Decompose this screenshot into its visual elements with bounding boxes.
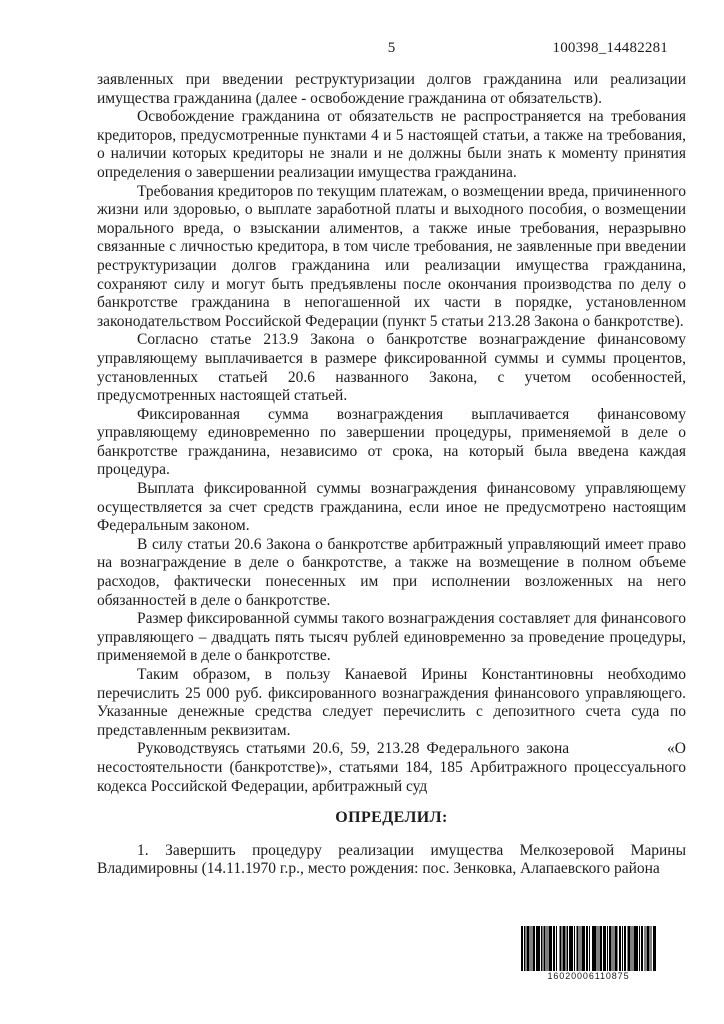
- document-paragraph: Размер фиксированной суммы такого вознаграждения составляет для финансового управляющего – двадцать пять тысяч рублей единовременно за проведение процедуры, применяемой в деле о банкротстве.: [97, 610, 686, 665]
- document-paragraph: Требования кредиторов по текущим платежам, о возмещении вреда, причиненного жизни или здоровью, о выплате заработной платы и выходного пособия, о возмещении морального вреда, о взыскании алиментов, а также иные требования, неразрывно связанные с личностью кредитора, в том числе требования, не заявленные при введении реструктуризации долгов гражданина или реализации имущества гражданина, сохраняют силу и могут быть предъявлены после окончания производства по делу о банкротстве гражданина в непогашенной их части в порядке, установленном законодательством Российской Федерации (пункт 5 статьи 213.28 Закона о банкротстве).: [97, 182, 686, 330]
- document-paragraph: Руководствуясь статьями 20.6, 59, 213.28 Федерального закона «О несостоятельности (банкротстве)», статьями 184, 185 Арбитражного процессуального кодекса Российской Федерации, арбитражный суд: [97, 740, 686, 795]
- document-paragraph: заявленных при введении реструктуризации долгов гражданина или реализации имущества гражданина (далее - освобождение гражданина от обязательств).: [97, 71, 686, 107]
- barcode: [521, 926, 656, 981]
- document-paragraph: Таким образом, в пользу Канаевой Ирины Константиновны необходимо перечислить 25 000 руб. фиксированного вознаграждения финансового управляющего. Указанные денежные средства следует перечислить с депозитного счета суда по представленным реквизитам.: [97, 666, 686, 739]
- document-paragraph: Согласно статье 213.9 Закона о банкротстве вознаграждение финансовому управляющему выплачивается в размере фиксированной суммы и суммы процентов, установленных статьей 20.6 названного Закона, с учетом особенностей, предусмотренных настоящей статьей.: [97, 331, 686, 405]
- document-paragraph: Фиксированная сумма вознаграждения выплачивается финансовому управляющему единовременно по завершении процедуры, применяемой в деле о банкротстве гражданина, независимо от срока, на который была введена каждая процедура.: [97, 405, 686, 479]
- barcode-bars-icon: [521, 926, 656, 971]
- barcode-number: 16020006110875: [547, 971, 630, 981]
- document-id: 100398_14482281: [552, 40, 668, 56]
- ruling-item: 1. Завершить процедуру реализации имущества Мелкозеровой Марины Владимировны (14.11.1970 г.р., место рождения: пос. Зенковка, Алапаевского района: [97, 841, 686, 878]
- document-paragraph: Выплата фиксированной суммы вознаграждения финансовому управляющему осуществляется за счет средств гражданина, если иное не предусмотрено настоящим Федеральным законом.: [97, 480, 686, 535]
- ruling-heading: ОПРЕДЕЛИЛ:: [335, 809, 448, 827]
- document-body: [97, 71, 686, 879]
- page-header: [97, 40, 686, 60]
- document-paragraph: В силу статьи 20.6 Закона о банкротстве арбитражный управляющий имеет право на вознаграждение в деле о банкротстве, а также на возмещение в полном объеме расходов, фактически понесенных им при исполнении возложенных на него обязанностей в деле о банкротстве.: [97, 535, 686, 609]
- document-paragraph: Освобождение гражданина от обязательств не распространяется на требования кредиторов, предусмотренные пунктами 4 и 5 настоящей статьи, а также на требования, о наличии которых кредиторы не знали и не должны были знать к моменту принятия определения о завершении реализации имущества гражданина.: [97, 108, 686, 181]
- page-number: 5: [387, 40, 396, 56]
